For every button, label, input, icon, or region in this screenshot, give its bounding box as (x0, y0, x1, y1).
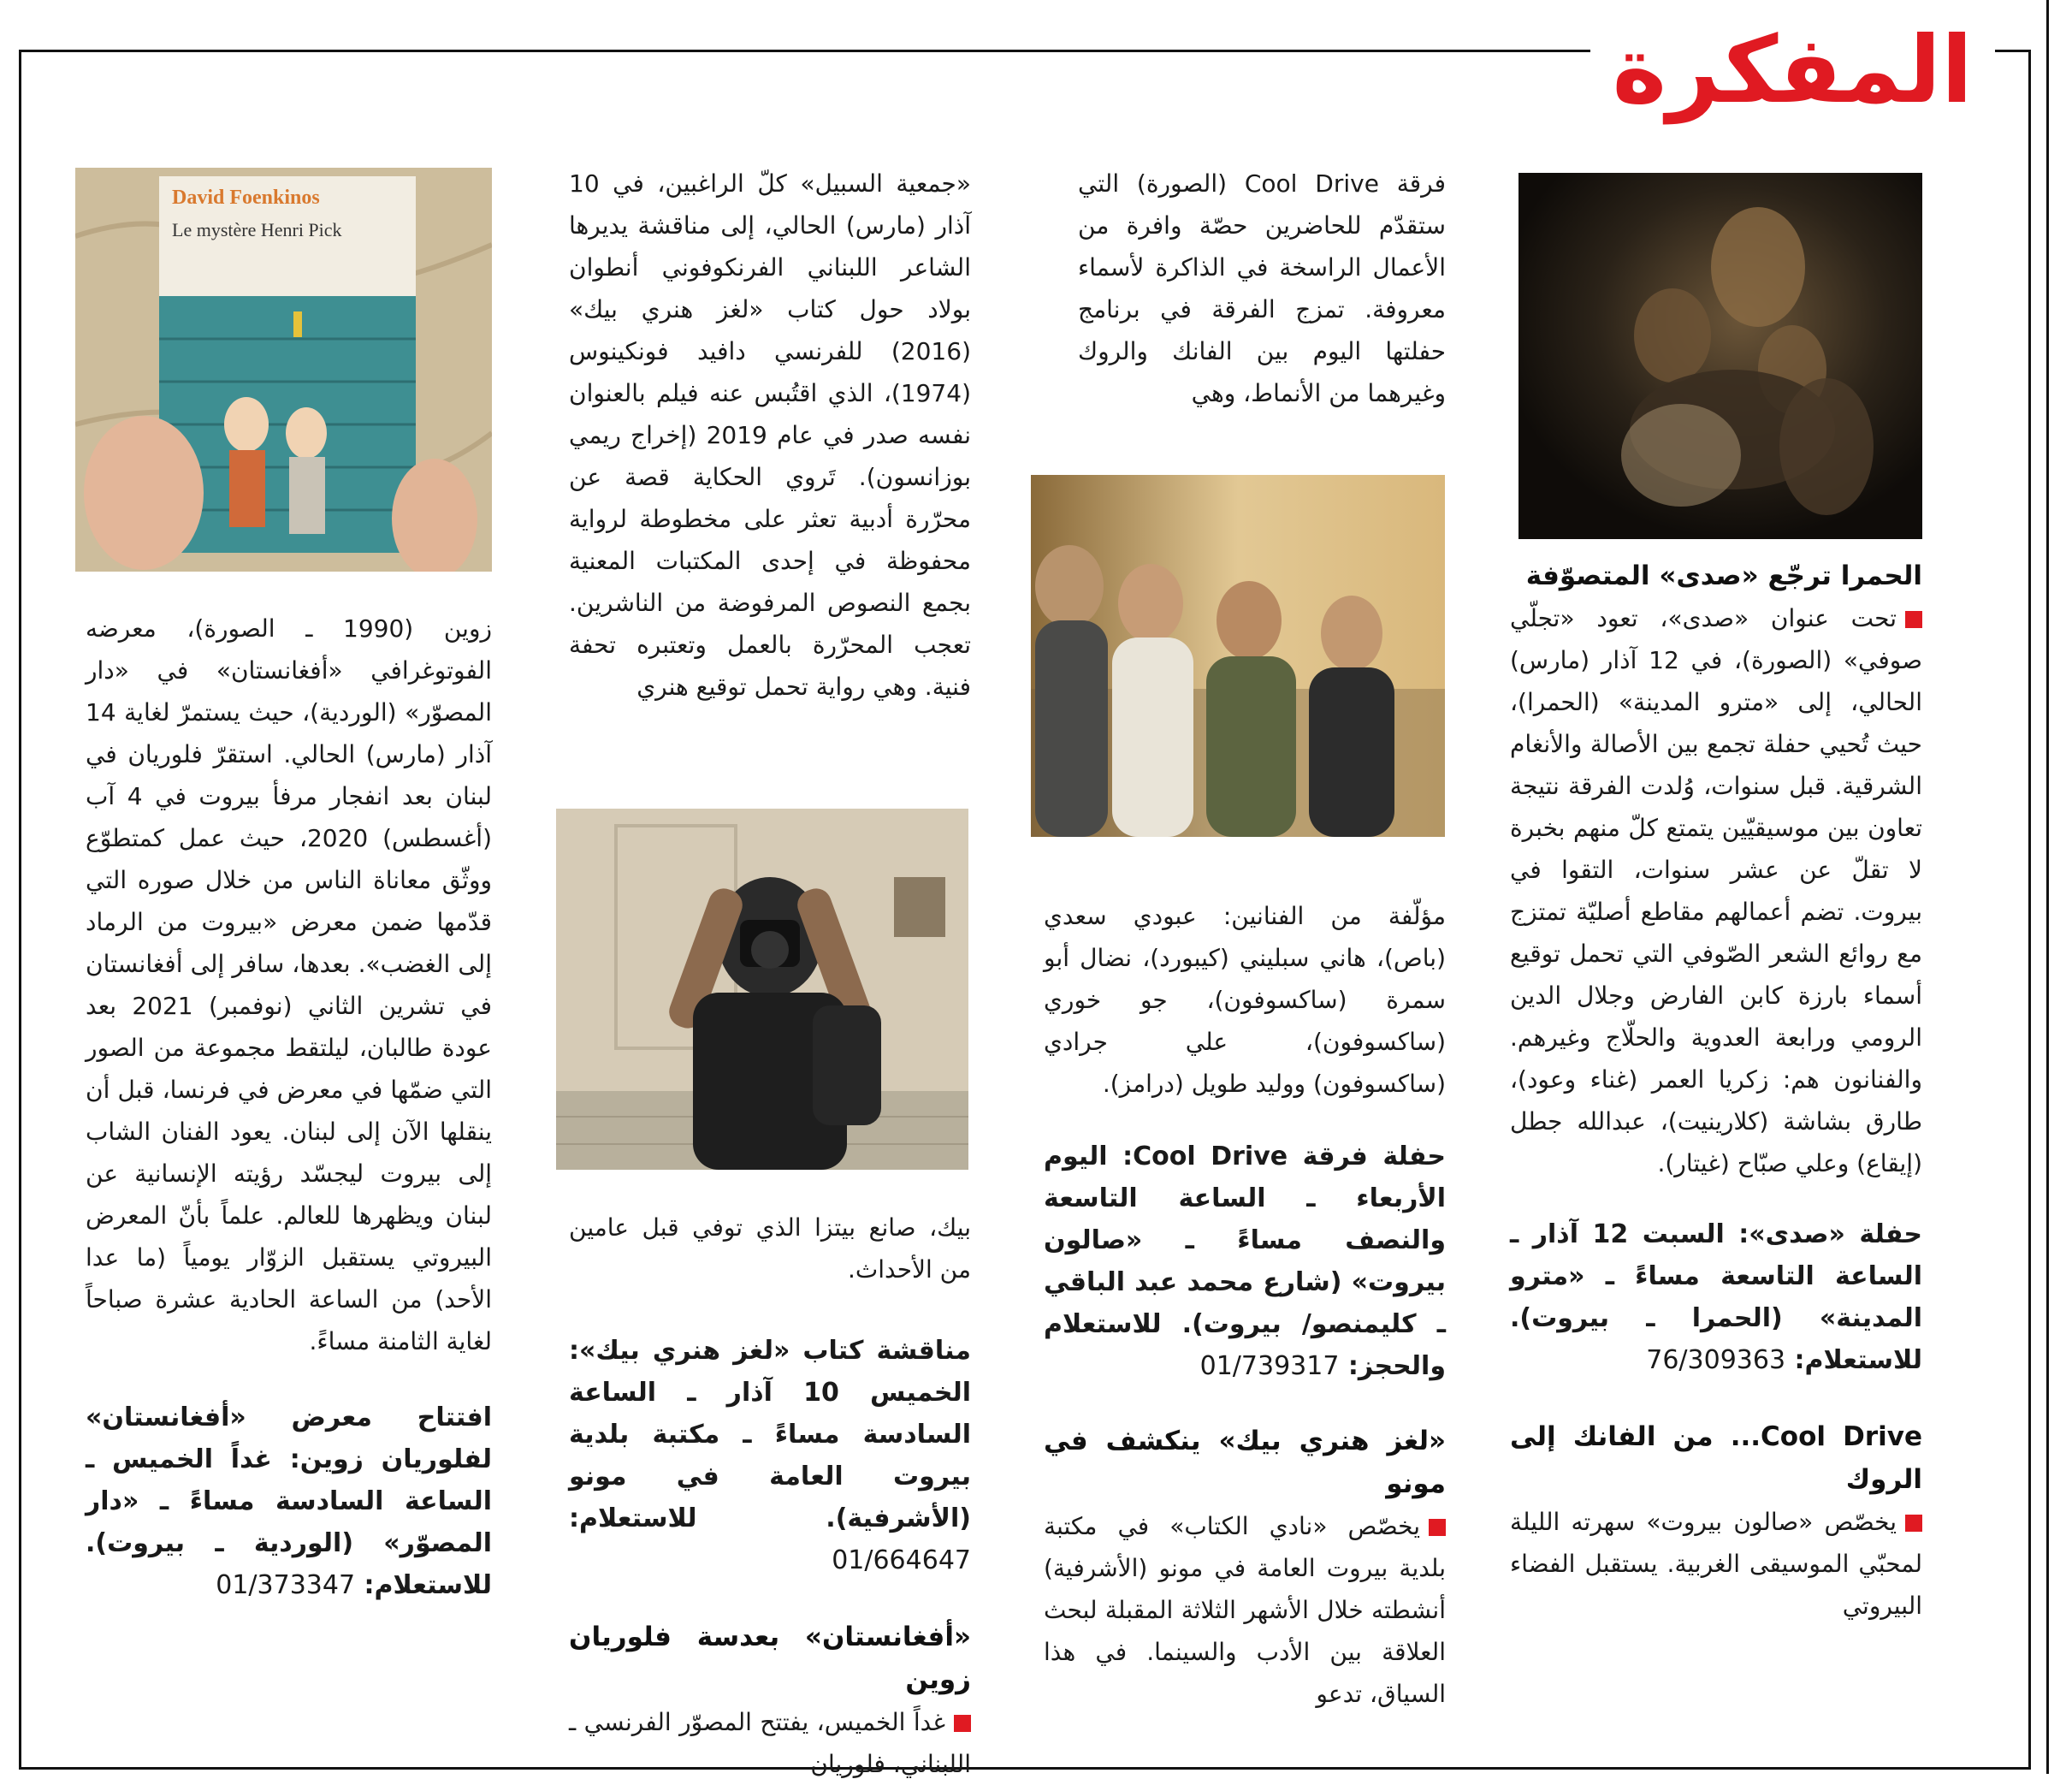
afghanistan-body-a: غداً الخميس، يفتتح المصوّر الفرنسي ـ اللبناني، فلوريان (569, 1708, 971, 1778)
cooldrive-headline: Cool Drive... من الفانك إلى الروك (1510, 1421, 1922, 1495)
book-cover-photo (75, 168, 492, 572)
cooldrive-column-top (1078, 163, 1446, 414)
henripick-body-b: «جمعية السبيل» كلّ الراغبين، في 10 آذار (مارس) الحالي، إلى مناقشة يديرها الشاعر اللبناني الفرنكوفوني أنطوان بولاد حول كتاب «لغز هنري بيك» (2016) للفرنسي دافيد فونكينوس (1974)، الذي اقتُبس عنه فيلم بالعنوان نفسه صدر في عام 2019 (إخراج ريمي بوزانسون). تَروي الحكاية قصة عن محرّرة أدبية تعثر على مخطوطة لرواية محفوظة في إحدى المكتبات المعنية بجمع النصوص المرفوضة من الناشرين. تعجب المحرّرة بالعمل وتعتبره تحفة فنية. وهي رواية تحمل توقيع هنري (569, 169, 971, 701)
cooldrive-phone: 01/739317 (1199, 1351, 1340, 1381)
henripick-body-c: بيك، صانع بيتزا الذي توفي قبل عامين من الأحداث. (569, 1213, 971, 1284)
masthead-title: المفكرة (1590, 15, 1995, 127)
afghanistan-body-b: زوين (1990 ـ الصورة)، معرضه الفوتوغرافي «أفغانستان» في «دار المصوّر» (الوردية)، حيث يستمرّ لغاية 14 آذار (مارس) الحالي. استقرّ فلوريان في لبنان بعد انفجار مرفأ بيروت في 4 آب (أغسطس) 2020، حيث عمل كمتطوّع ووثّق معاناة الناس من خلال صوره التي قدّمها ضمن معرض «بيروت من الرماد إلى الغضب». بعدها، سافر إلى أفغانستان في تشرين الثاني (نوفمبر) 2021 بعد عودة طالبان، ليلتقط مجموعة من الصور التي ضمّها في معرض في فرنسا، قبل أن ينقلها الآن إلى لبنان. يعود الفنان الشاب إلى بيروت ليجسّد رؤيته الإنسانية عن لبنان ويظهرها للعالم. علماً بأنّ المعرض البيروتي يستقبل الزوّار يومياً (ما عدا الأحد) من الساعة الحادية عشرة صباحاً لغاية الثامنة مساءً. (86, 614, 492, 1355)
henripick-headline: «لغز هنري بيك» ينكشف في مونو (1044, 1426, 1446, 1499)
cooldrive-band-photo (1031, 475, 1445, 837)
henripick-body-a: يخصّص «نادي الكتاب» في مكتبة بلدية بيروت العامة في مونو (الأشرفية) أنشطته خلال الأشهر الثلاثة المقبلة لبحث العلاقة بين الأدب والسينما. في هذا السياق، تدعو (1044, 1512, 1446, 1708)
photographer-photo (556, 809, 968, 1170)
bullet-square-icon (1429, 1519, 1446, 1536)
bullet-square-icon (954, 1715, 971, 1732)
sada-column (1510, 554, 1922, 1627)
henripick-phone: 01/664647 (832, 1545, 971, 1575)
henripick-column-top (569, 163, 971, 708)
afghanistan-phone: 01/373347 (216, 1570, 356, 1600)
cooldrive-body-a: يخصّص «صالون بيروت» سهرته الليلة لمحبّي الموسيقى الغربية. يستقبل الفضاء البيروتي (1510, 1508, 1922, 1620)
cooldrive-body-b: فرقة Cool Drive (الصورة) التي ستقدّم للحاضرين حصّة وافرة من الأعمال الراسخة في الذاكرة لأسماء معروفة. تمزج الفرقة في برنامج حفلتها اليوم بين الفانك والروك وغيرهما من الأنماط، وهي (1078, 169, 1446, 407)
sada-headline: الحمرا ترجّع «صدى» المتصوّفة (1525, 560, 1922, 591)
sada-body: تحت عنوان «صدى»، تعود «تجلّي صوفي» (الصورة)، في 12 آذار (مارس) الحالي، إلى «مترو المدينة» (الحمرا)، حيث تُحيي حفلة تجمع بين الأصالة والأنغام الشرقية. قبل سنوات، وُلدت الفرقة نتيجة تعاون بين موسيقيّين يتمتع كلّ منهم بخبرة لا تقلّ عن عشر سنوات، التقوا في بيروت. تضم أعمالهم مقاطع أصليّة تمتزج مع روائع الشعر الصّوفي التي تحمل توقيع أسماء بارزة كابن الفارض وجلال الدين الرومي ورابعة العدوية والحلّاج وغيرهم. والفنانون هم: زكريا العمر (غناء وعود)، طارق بشاشة (كلارينيت)، عبدالله جطل (إيقاع) وعلي صبّاح (غيتار). (1510, 604, 1922, 1177)
bullet-square-icon (1905, 611, 1922, 628)
afghanistan-column (86, 608, 492, 1606)
bullet-square-icon (1905, 1515, 1922, 1532)
henripick-column-bottom (569, 1207, 971, 1785)
sada-band-photo (1518, 173, 1922, 539)
sada-info: حفلة «صدى»: السبت 12 آذار ـ الساعة التاسعة مساءً ـ «مترو المدينة» (الحمرا ـ بيروت). للاستعلام: 76/309363 (1510, 1219, 1922, 1375)
book-cover-title: Le mystère Henri Pick (172, 219, 342, 240)
cooldrive-info: حفلة فرقة Cool Drive: اليوم الأربعاء ـ الساعة التاسعة والنصف مساءً ـ «صالون بيروت» (شارع محمد عبد الباقي ـ كليمنصو/ بيروت). للاستعلام والحجز: 01/739317 (1044, 1142, 1446, 1381)
henripick-info: مناقشة كتاب «لغز هنري بيك»: الخميس 10 آذار ـ الساعة السادسة مساءً ـ مكتبة بلدية بيروت العامة في مونو (الأشرفية). للاستعلام: 01/664647 (569, 1336, 971, 1575)
cooldrive-body-c: مؤلّفة من الفنانين: عبودي سعدي (باص)، هاني سبليني (كيبورد)، نضال أبو سمرة (ساكسوفون)، جو خوري (ساكسوفون)، علي جرادي (ساكسوفون) ووليد طويل (درامز). (1044, 902, 1446, 1098)
afghanistan-info: افتتاح معرض «أفغانستان» لفلوريان زوين: غداً الخميس ـ الساعة السادسة مساءً ـ «دار المصوّر» (الوردية ـ بيروت). للاستعلام: 01/373347 (86, 1402, 492, 1600)
sada-phone: 76/309363 (1646, 1345, 1786, 1375)
cooldrive-column-bottom (1044, 895, 1446, 1715)
afghanistan-headline: «أفغانستان» بعدسة فلوريان زوين (569, 1622, 971, 1695)
book-cover-author: David Foenkinos (172, 187, 320, 209)
page-edge-rule (2046, 0, 2049, 1774)
